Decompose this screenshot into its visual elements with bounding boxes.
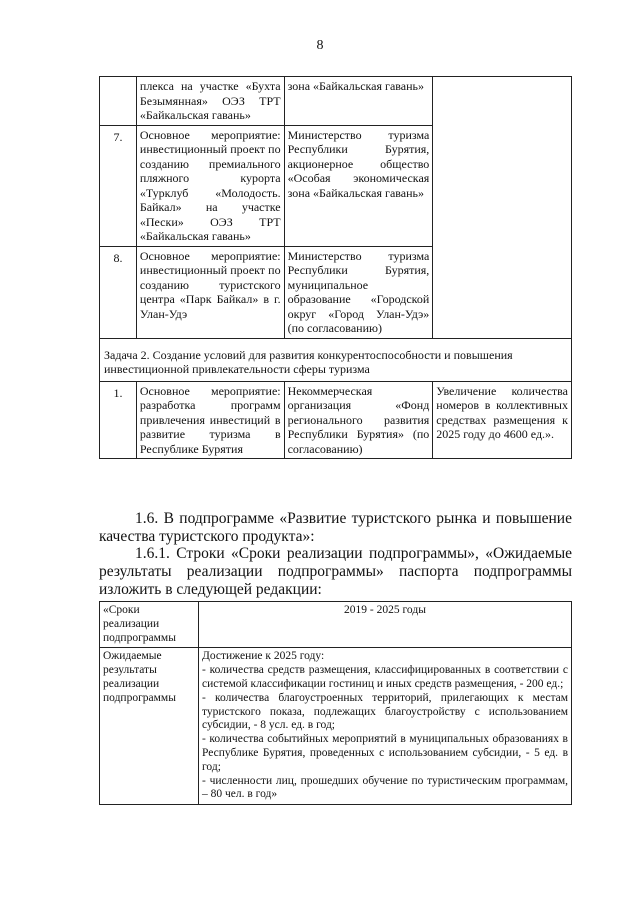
results-line: Достижение к 2025 году:	[202, 650, 325, 663]
table-row	[100, 648, 572, 805]
table-row	[100, 381, 572, 459]
executor-cell: Министерство туризма Республики Бурятия, муниципальное образование «Городской округ «Город Улан-Удэ» (по согласованию)	[284, 246, 433, 338]
task-heading: Задача 2. Создание условий для развития конкурентоспособности и повышения инвестиционной привлекательности сферы туризма	[100, 338, 572, 381]
paragraph-1-6: 1.6. В подпрограмме «Развитие туристского рынка и повышение качества туристского продукта»:	[99, 510, 572, 545]
paragraph-1-6-1: 1.6.1. Строки «Сроки реализации подпрограммы», «Ожидаемые результаты реализации подпрограммы» паспорта подпрограммы изложить в следующей редакции:	[99, 545, 572, 598]
results-value	[199, 648, 572, 805]
results-line: - количества благоустроенных территорий, прилегающих к местам туристского показа, подлежащих благоустройству с использованием субсидии, - 8 усл. ед. в год;	[202, 691, 568, 732]
terms-value: 2019 - 2025 годы	[199, 602, 572, 648]
row-number: 7.	[100, 125, 137, 246]
terms-label: «Сроки реализации подпрограммы	[100, 602, 199, 648]
event-cell: Основное мероприятие: инвестиционный проект по созданию премиального пляжного курорта «Турклуб «Молодость. Байкал» на участке «Пески» ОЭЗ ТРТ «Байкальская гавань»	[136, 125, 284, 246]
row-number	[100, 77, 137, 126]
results-line: - количества событийных мероприятий в муниципальных образованиях в Республике Бурятия, проведенных с использованием субсидии, - 5 ед. в год;	[202, 733, 568, 773]
page-number: 8	[316, 38, 324, 53]
event-cell: Основное мероприятие: разработка программ привлечения инвестиций в развитие туризма в Республике Бурятия	[136, 381, 284, 459]
row-number: 8.	[100, 246, 137, 338]
task-row	[100, 338, 572, 381]
result-cell: Увеличение количества номеров в коллективных средствах размещения к 2025 году до 4600 ед.».	[433, 381, 572, 459]
result-cell	[433, 77, 572, 339]
results-line: - численности лиц, прошедших обучение по туристическим программам, – 80 чел. в год»	[202, 774, 568, 801]
executor-cell: Министерство туризма Республики Бурятия, акционерное общество «Особая экономическая зона «Байкальская гавань»	[284, 125, 433, 246]
activities-table	[99, 76, 572, 459]
event-cell: Основное мероприятие: инвестиционный проект по созданию туристского центра «Парк Байкал» в г. Улан-Удэ	[136, 246, 284, 338]
row-number: 1.	[100, 381, 137, 459]
event-cell: плекса на участке «Бухта Безымянная» ОЭЗ ТРТ «Байкальская гавань»	[136, 77, 284, 126]
executor-cell: Некоммерческая организация «Фонд регионального развития Республики Бурятия» (по согласованию)	[284, 381, 433, 459]
results-label: Ожидаемые результаты реализации подпрограммы	[100, 648, 199, 805]
executor-cell: зона «Байкальская гавань»	[284, 77, 433, 126]
table-row	[100, 77, 572, 126]
passport-table	[99, 601, 572, 805]
table-row	[100, 602, 572, 648]
results-line: - количества средств размещения, классифицированных в соответствии с системой классификации гостиниц и иных средств размещения, - 200 ед.;	[202, 664, 568, 690]
